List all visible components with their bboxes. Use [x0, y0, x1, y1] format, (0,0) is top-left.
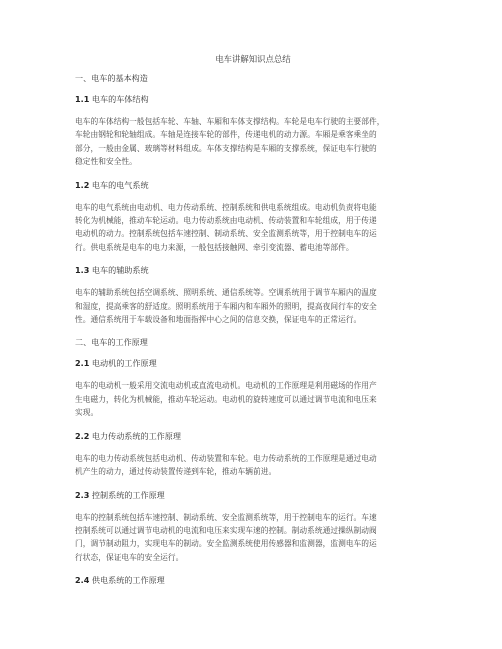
paragraph-line: 行状态，保证电车的安全运行。: [75, 552, 184, 562]
section-heading-2: 二、电车的工作原理: [75, 337, 148, 348]
subsection-heading-1-2: [75, 180, 431, 191]
subsection-label: 供电系统的工作原理: [91, 575, 165, 586]
paragraph-line: 机产生的动力，通过传动装置传递到车轮，推动车辆前进。: [75, 467, 277, 477]
subsection-number: 2.2: [75, 430, 90, 441]
subsection-label: 电车的车体结构: [91, 94, 149, 104]
paragraph-line: 电车的电气系统由电动机、电力传动系统、控制系统和供电系统组成。电动机负责将电能: [75, 202, 377, 212]
paragraph-line: 部分，一般由金属、玻璃等材料组成。车体支撑结构是车厢的支撑系统，保证电车行驶的: [75, 143, 377, 153]
subsection-number: 1.3: [75, 265, 90, 276]
paragraph-line: 行。供电系统是电车的电力来源，一般包括接触网、牵引变流器、蓄电池等部件。: [75, 242, 354, 252]
subsection-number: 1.1: [75, 94, 90, 104]
subsection-heading-2-2: [75, 431, 431, 442]
subsection-number: 2.3: [75, 489, 90, 500]
subsection-label: 电动机的工作原理: [91, 358, 157, 369]
subsection-label: 电车的电气系统: [91, 179, 149, 190]
paragraph-2-2: [75, 452, 431, 479]
paragraph-line: 电车的车体结构一般包括车轮、车轴、车厢和车体支撑结构。车轮是电车行驶的主要部件，: [75, 117, 385, 126]
document-title: 电车讲解知识点总结: [215, 54, 291, 64]
paragraph-line: 生电磁力，转化为机械能，推动车轮运动。电动机的旋转速度可以通过调节电流和电压来: [75, 394, 377, 404]
subsection-heading-1-3: [75, 265, 431, 276]
subsection-heading-1-1: [75, 94, 431, 105]
paragraph-line: 性。通信系统用于车载设备和地面指挥中心之间的信息交换，保证电车的正常运行。: [75, 315, 362, 325]
paragraph-line: 电车的电动机一般采用交流电动机或直流电动机。电动机的工作原理是利用磁场的作用产: [75, 381, 377, 391]
subsection-label: 电力传动系统的工作原理: [91, 430, 181, 441]
subsection-number: 1.2: [75, 179, 90, 190]
paragraph-line: 电车的辅助系统包括空调系统、照明系统、通信系统等。空调系统用于调节车厢内的温度: [75, 288, 377, 298]
section-heading-1: 一、电车的基本构造: [75, 73, 148, 83]
paragraph-line: 和湿度，提高乘客的舒适度。照明系统用于车厢内和车厢外的照明，提高夜间行车的安全: [75, 301, 377, 311]
paragraph-line: 实现。: [75, 408, 99, 418]
paragraph-1-3: [75, 286, 431, 326]
paragraph-line: 转化为机械能，推动车轮运动。电力传动系统由电动机、传动装置和车轮组成，用于传递: [75, 216, 377, 226]
paragraph-2-1: [75, 379, 431, 419]
document-body: [75, 53, 431, 596]
subsection-number: 2.1: [75, 358, 90, 369]
paragraph-line: 稳定性和安全性。: [75, 157, 137, 167]
subsection-label: 电车的辅助系统: [91, 265, 149, 276]
paragraph-line: 门，调节制动阻力，实现电车的制动。安全监测系统使用传感器和监测器，监测电车的运: [75, 539, 377, 549]
paragraph-2-3: [75, 511, 431, 565]
paragraph-line: 电车的电力传动系统包括电动机、传动装置和车轮。电力传动系统的工作原理是通过电动: [75, 453, 377, 463]
subsection-label: 控制系统的工作原理: [91, 489, 165, 500]
paragraph-1-2: [75, 201, 431, 255]
paragraph-line: 电动机的动力。控制系统包括车速控制、制动系统、安全监测系统等，用于控制电车的运: [75, 229, 377, 239]
subsection-number: 2.4: [75, 575, 90, 586]
subsection-heading-2-3: [75, 490, 431, 501]
subsection-heading-2-1: [75, 358, 431, 369]
subsection-heading-2-4: [75, 575, 431, 586]
paragraph-line: 车轮由钢轮和轮轴组成。车轴是连接车轮的部件，传递电机的动力源。车厢是乘客乘坐的: [75, 130, 377, 140]
paragraph-1-1: [75, 115, 431, 169]
paragraph-line: 电车的控制系统包括车速控制、制动系统、安全监测系统等，用于控制电车的运行。车速: [75, 512, 377, 522]
paragraph-line: 控制系统可以通过调节电动机的电流和电压来实现车速的控制。制动系统通过操纵制动阀: [75, 525, 377, 535]
